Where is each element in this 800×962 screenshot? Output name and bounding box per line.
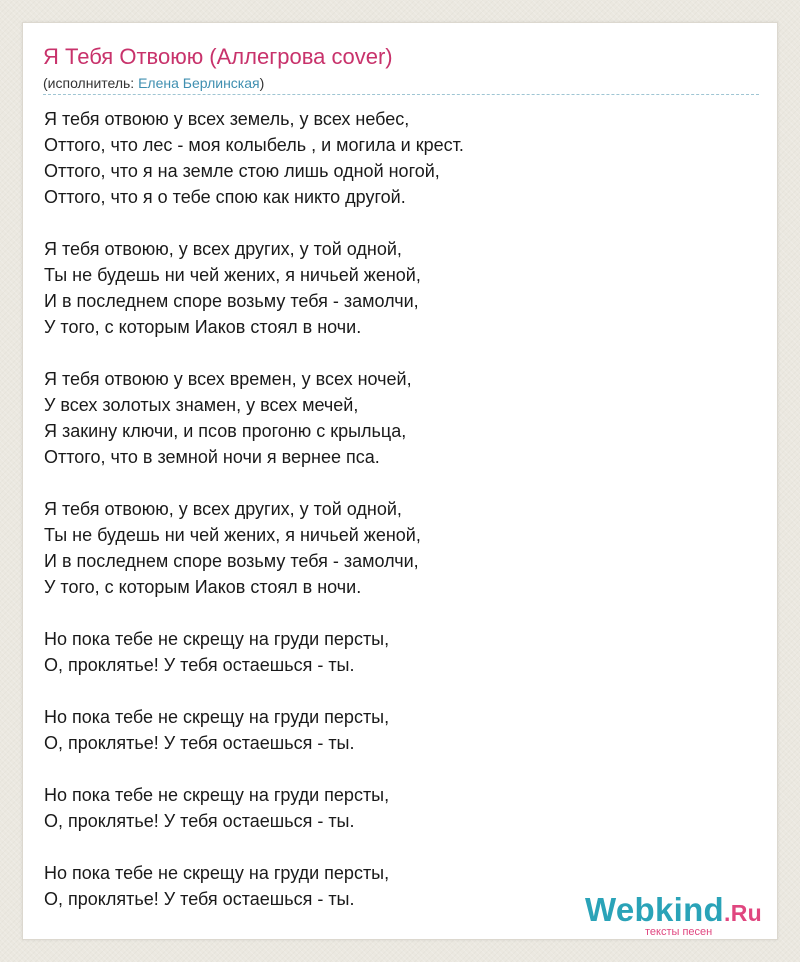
song-title: Я Тебя Отвоюю (Аллегрова cover) <box>43 44 393 69</box>
logo-tagline: тексты песен <box>645 926 713 938</box>
lyrics-body <box>44 106 754 938</box>
lyrics-line: Я тебя отвоюю, у всех других, у той одной, <box>44 499 402 519</box>
lyrics-line: Я тебя отвоюю, у всех других, у той одной, <box>44 239 402 259</box>
lyrics-stanza <box>44 496 754 600</box>
lyrics-line: Но пока тебе не скрещу на груди персты, <box>44 785 390 805</box>
lyrics-line: У всех золотых знамен, у всех мечей, <box>44 395 359 415</box>
lyrics-line: Но пока тебе не скрещу на груди персты, <box>44 863 390 883</box>
lyrics-line: У того, с которым Иаков стоял в ночи. <box>44 317 362 337</box>
lyrics-stanza <box>44 366 754 470</box>
lyrics-line: Я тебя отвоюю у всех времен, у всех ночей, <box>44 369 412 389</box>
lyrics-line: Я закину ключи, и псов прогоню с крыльца, <box>44 421 407 441</box>
lyrics-line: У того, с которым Иаков стоял в ночи. <box>44 577 362 597</box>
lyrics-stanza <box>44 626 754 678</box>
lyrics-line: О, проклятье! У тебя остаешься - ты. <box>44 889 355 909</box>
lyrics-line: Оттого, что в земной ночи я вернее пса. <box>44 447 380 467</box>
lyrics-line: Оттого, что я о тебе спою как никто другой. <box>44 187 406 207</box>
lyrics-line: О, проклятье! У тебя остаешься - ты. <box>44 811 355 831</box>
artist-line <box>43 74 264 92</box>
lyrics-line: Но пока тебе не скрещу на груди персты, <box>44 629 390 649</box>
logo-tld: .Ru <box>724 900 762 926</box>
lyrics-line: Оттого, что лес - моя колыбель , и могила и крест. <box>44 135 464 155</box>
lyrics-line: Ты не будешь ни чей жених, я ничьей женой, <box>44 265 421 285</box>
lyrics-line: О, проклятье! У тебя остаешься - ты. <box>44 655 355 675</box>
artist-prefix: (исполнитель: <box>43 75 139 91</box>
logo-name: Webkind <box>585 891 724 928</box>
title-divider <box>43 94 759 95</box>
lyrics-line: Оттого, что я на земле стою лишь одной ногой, <box>44 161 440 181</box>
lyrics-line: Я тебя отвоюю у всех земель, у всех небес, <box>44 109 410 129</box>
lyrics-line: О, проклятье! У тебя остаешься - ты. <box>44 733 355 753</box>
lyrics-line: И в последнем споре возьму тебя - замолчи, <box>44 551 419 571</box>
artist-suffix: ) <box>259 75 265 91</box>
artist-link[interactable]: Елена Берлинская <box>138 75 260 91</box>
site-logo[interactable] <box>585 891 775 939</box>
lyrics-stanza <box>44 236 754 340</box>
lyrics-line: Но пока тебе не скрещу на груди персты, <box>44 707 390 727</box>
lyrics-stanza <box>44 782 754 834</box>
lyrics-stanza <box>44 106 754 210</box>
lyrics-stanza <box>44 704 754 756</box>
lyrics-line: И в последнем споре возьму тебя - замолчи, <box>44 291 419 311</box>
lyrics-card <box>22 22 778 940</box>
lyrics-line: Ты не будешь ни чей жених, я ничьей женой, <box>44 525 421 545</box>
